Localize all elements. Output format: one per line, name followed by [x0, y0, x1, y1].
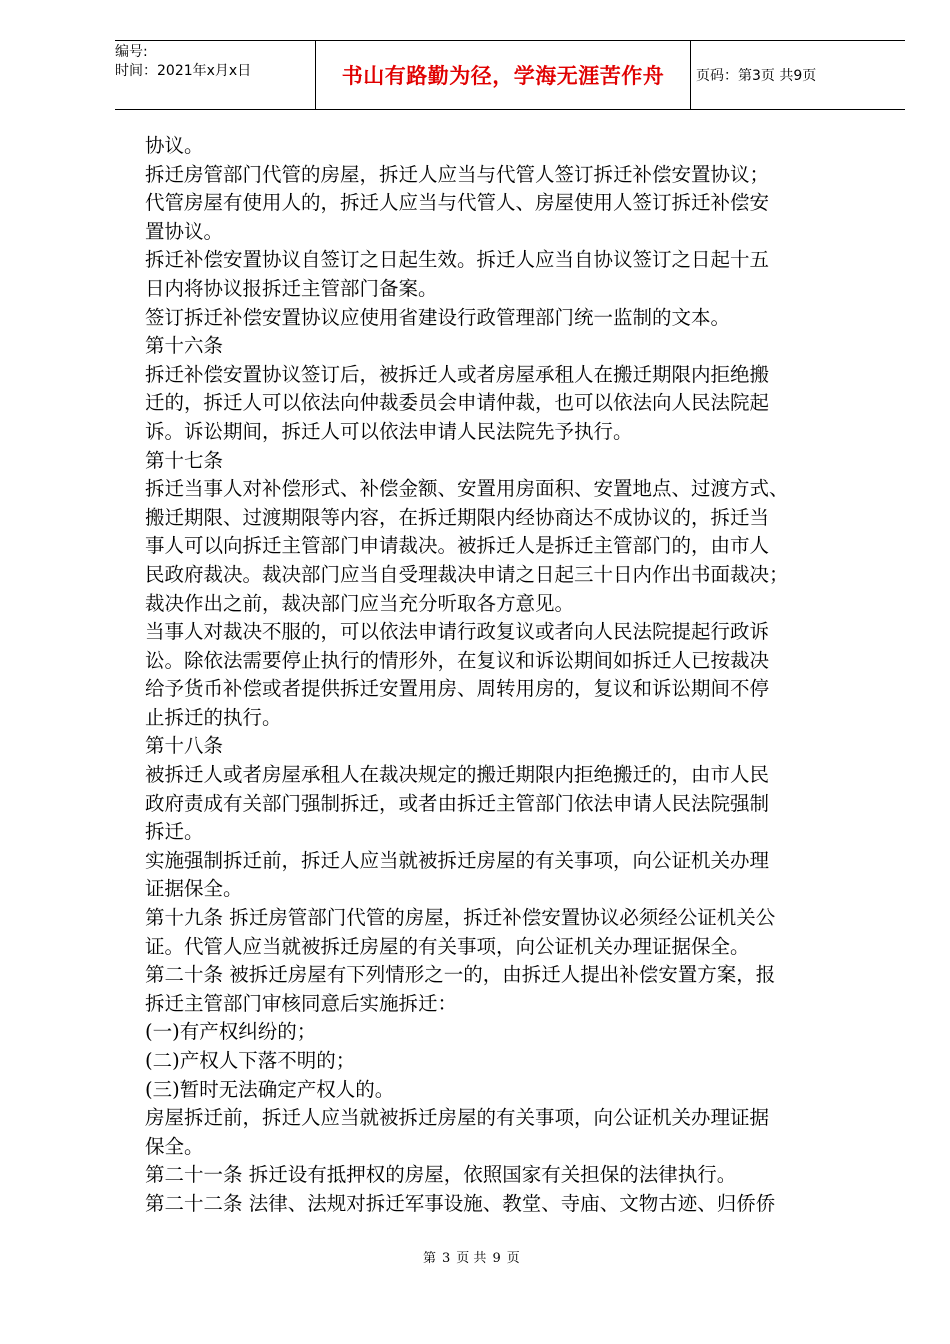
- document-body: [145, 132, 895, 1219]
- footer-page-number: 3: [442, 1251, 451, 1266]
- text-line: 日内将协议报拆迁主管部门备案。: [145, 276, 438, 300]
- text-line: 第二十一条 拆迁设有抵押权的房屋，依照国家有关担保的法律执行。: [145, 1163, 737, 1187]
- page-header: [115, 40, 905, 110]
- text-line: 拆迁当事人对补偿形式、补偿金额、安置用房面积、安置地点、过渡方式、: [145, 477, 789, 501]
- text-line: 拆迁主管部门审核同意后实施拆迁：: [145, 991, 458, 1015]
- text-line: 实施强制拆迁前，拆迁人应当就被拆迁房屋的有关事项，向公证机关办理: [145, 848, 770, 872]
- text-line: 拆迁补偿安置协议自签订之日起生效。拆迁人应当自协议签订之日起十五: [145, 248, 770, 272]
- text-line: (二)产权人下落不明的；: [145, 1049, 356, 1072]
- text-line: 民政府裁决。裁决部门应当自受理裁决申请之日起三十日内作出书面裁决；: [145, 562, 789, 586]
- footer-suffix: 页: [506, 1251, 520, 1266]
- text-line: 证据保全。: [145, 877, 243, 901]
- text-line: 拆迁。: [145, 820, 204, 844]
- text-line: 第十六条: [145, 334, 224, 358]
- text-line: 协议。: [145, 134, 204, 157]
- text-line: 拆迁房管部门代管的房屋，拆迁人应当与代管人签订拆迁补偿安置协议；: [145, 162, 770, 186]
- text-line: 证。代管人应当就被拆迁房屋的有关事项，向公证机关办理证据保全。: [145, 934, 750, 958]
- text-line: 第十七条: [145, 448, 224, 472]
- text-line: 讼。除依法需要停止执行的情形外，在复议和诉讼期间如拆迁人已按裁决: [145, 648, 770, 672]
- text-line: 第二十条 被拆迁房屋有下列情形之一的，由拆迁人提出补偿安置方案，报: [145, 963, 776, 987]
- header-meta: [115, 41, 315, 111]
- text-line: (三)暂时无法确定产权人的。: [145, 1077, 395, 1101]
- footer-total-pages: 9: [492, 1251, 501, 1266]
- text-line: 保全。: [145, 1134, 204, 1158]
- text-line: (一)有产权纠纷的；: [145, 1020, 317, 1044]
- text-line: 房屋拆迁前，拆迁人应当就被拆迁房屋的有关事项，向公证机关办理证据: [145, 1106, 770, 1130]
- document-number-label: 编号:: [115, 44, 148, 60]
- text-line: 第二十二条 法律、法规对拆迁军事设施、教堂、寺庙、文物古迹、归侨侨: [145, 1191, 776, 1215]
- header-page-code: 页码：第3页 共9页: [696, 68, 817, 84]
- page-footer: [0, 1247, 950, 1266]
- text-line: 政府责成有关部门强制拆迁，或者由拆迁主管部门依法申请人民法院强制: [145, 791, 770, 815]
- text-line: 当事人对裁决不服的，可以依法申请行政复议或者向人民法院提起行政诉: [145, 620, 770, 644]
- text-line: 裁决作出之前，裁决部门应当充分听取各方意见。: [145, 591, 575, 615]
- text-line: 事人可以向拆迁主管部门申请裁决。被拆迁人是拆迁主管部门的，由市人: [145, 534, 770, 558]
- text-line: 迁的，拆迁人可以依法向仲裁委员会申请仲裁，也可以依法向人民法院起: [145, 391, 770, 415]
- text-line: 搬迁期限、过渡期限等内容，在拆迁期限内经协商达不成协议的，拆迁当: [145, 505, 770, 529]
- header-motto: 书山有路勤为径，学海无涯苦作舟: [315, 41, 691, 109]
- footer-prefix: 第: [423, 1251, 437, 1266]
- text-line: 第十八条: [145, 734, 224, 758]
- text-line: 拆迁补偿安置协议签订后，被拆迁人或者房屋承租人在搬迁期限内拒绝搬: [145, 362, 770, 386]
- text-line: 给予货币补偿或者提供拆迁安置用房、周转用房的，复议和诉讼期间不停: [145, 677, 770, 701]
- document-time: 时间：2021年x月x日: [115, 63, 252, 79]
- text-line: 代管房屋有使用人的，拆迁人应当与代管人、房屋使用人签订拆迁补偿安: [145, 191, 770, 215]
- text-line: 置协议。: [145, 219, 224, 243]
- text-line: 签订拆迁补偿安置协议应使用省建设行政管理部门统一监制的文本。: [145, 305, 731, 329]
- text-line: 诉。诉讼期间，拆迁人可以依法申请人民法院先予执行。: [145, 419, 633, 443]
- text-line: 被拆迁人或者房屋承租人在裁决规定的搬迁期限内拒绝搬迁的，由市人民: [145, 763, 770, 787]
- text-line: 第十九条 拆迁房管部门代管的房屋，拆迁补偿安置协议必须经公证机关公: [145, 906, 776, 930]
- footer-middle: 页 共: [456, 1251, 487, 1266]
- text-line: 止拆迁的执行。: [145, 705, 282, 729]
